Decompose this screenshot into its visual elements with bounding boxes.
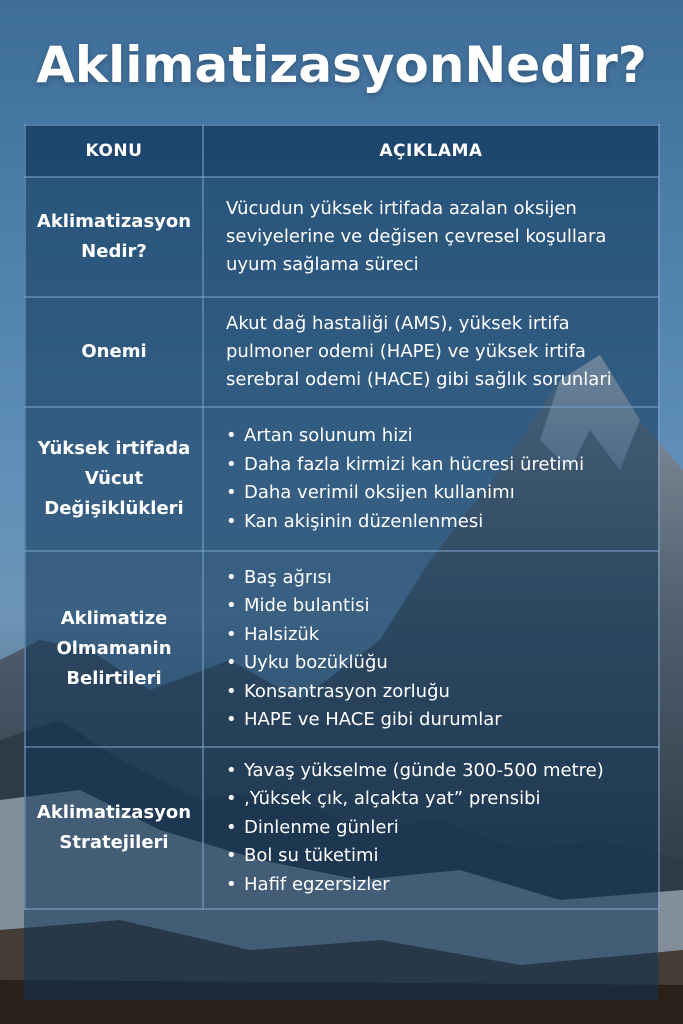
bullet-item: • Bol su tüketimi — [226, 842, 648, 871]
table-row — [25, 551, 659, 747]
table-header-row — [25, 125, 659, 177]
topic-cell — [25, 297, 203, 407]
topic-cell — [25, 177, 203, 297]
topic-line: Onemi — [81, 341, 147, 362]
bullet-item: • Konsantrasyon zorluğu — [226, 678, 648, 707]
table-row — [25, 177, 659, 297]
page-title: AklimatizasyonNedir? — [36, 36, 647, 94]
table-row — [25, 407, 659, 551]
column-header-description: AÇIKLAMA — [203, 125, 659, 177]
topic-line: Nedir? — [81, 241, 147, 262]
description-line: Vücudun yüksek irtifada azalan oksijen — [226, 198, 577, 219]
bullet-list — [226, 757, 648, 900]
bullet-item: • Artan solunum hizi — [226, 422, 648, 451]
topic-line: Stratejileri — [59, 832, 169, 853]
bullet-item: • Daha fazla kirmizi kan hücresi üretimi — [226, 451, 648, 480]
topic-line: Yüksek irtifada — [37, 438, 191, 459]
bullet-item: • Baş ağrısı — [226, 564, 648, 593]
description-line: Akut dağ hastaliği (AMS), yüksek irtifa — [226, 313, 570, 334]
table-row — [25, 747, 659, 909]
column-header-topic: KONU — [25, 125, 203, 177]
topic-line: Aklimatizasyon — [36, 802, 192, 823]
bullet-list — [226, 564, 648, 735]
bullet-item: • Kan akişinin düzenlenmesi — [226, 508, 648, 537]
description-cell — [203, 177, 659, 297]
topic-line: Aklimatize — [60, 608, 168, 629]
topic-cell — [25, 551, 203, 747]
bullet-item: • Dinlenme günleri — [226, 814, 648, 843]
bullet-item: • ‚Yüksek çık, alçakta yat” prensibi — [226, 785, 648, 814]
bullet-item: • Yavaş yükselme (günde 300-500 metre) — [226, 757, 648, 786]
bullet-item: • Hafif egzersizler — [226, 871, 648, 900]
description-cell — [203, 551, 659, 747]
description-line: seviyelerine ve değisen çevresel koşullara — [226, 226, 607, 247]
topic-line: Değişiklükleri — [44, 498, 184, 519]
topic-line: Aklimatizasyon — [36, 211, 192, 232]
info-table-panel — [24, 124, 658, 1000]
bullet-item: • HAPE ve HACE gibi durumlar — [226, 706, 648, 735]
description-cell — [203, 297, 659, 407]
topic-line: Belirtileri — [66, 668, 162, 689]
bullet-item: • Halsizük — [226, 621, 648, 650]
info-table — [24, 124, 660, 910]
description-cell — [203, 747, 659, 909]
topic-cell — [25, 747, 203, 909]
description-line: uyum sağlama süreci — [226, 254, 419, 275]
description-line: serebral odemi (HACE) gibi sağlık sorunlari — [226, 369, 612, 390]
topic-line: Olmamanin — [56, 638, 172, 659]
bullet-item: • Daha verimil oksijen kullanimı — [226, 479, 648, 508]
description-line: pulmoner odemi (HAPE) ve yüksek irtifa — [226, 341, 586, 362]
bullet-list — [226, 422, 648, 536]
bullet-item: • Mide bulantisi — [226, 592, 648, 621]
topic-cell — [25, 407, 203, 551]
table-row — [25, 297, 659, 407]
topic-line: Vücut — [84, 468, 144, 489]
description-cell — [203, 407, 659, 551]
bullet-item: • Uyku bozüklüğu — [226, 649, 648, 678]
